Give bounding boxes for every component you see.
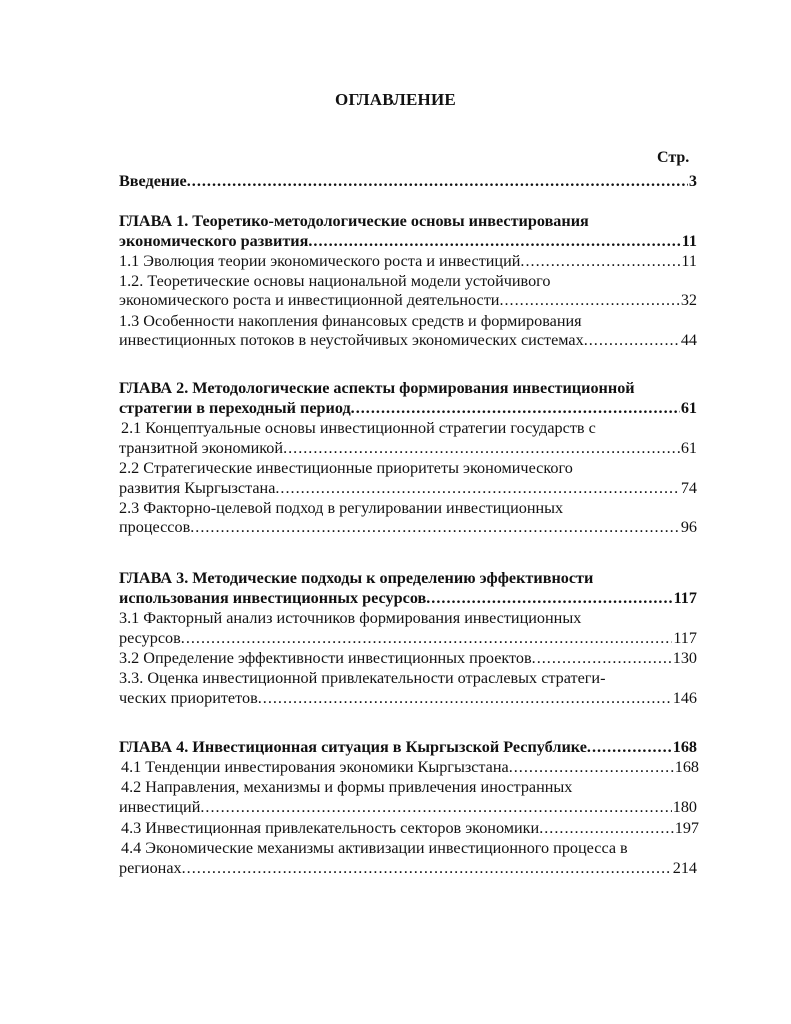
- section-1-3-line-2[interactable]: инвестиционных потоков в неустойчивых экономических системах ..... 44: [119, 330, 697, 351]
- page-number: 74: [680, 479, 697, 497]
- page-number: 61: [680, 399, 697, 417]
- chapter-1-title-line-1[interactable]: ГЛАВА 1. Теоретико-методологические основы инвестирования: [119, 212, 589, 230]
- page-column-label: Стр.: [657, 149, 690, 166]
- leader-dots: [539, 818, 674, 839]
- section-1-3-line-1[interactable]: 1.3 Особенности накопления финансовых средств и формирования: [119, 312, 582, 330]
- page-number: 197: [674, 819, 699, 837]
- page-number: 117: [673, 589, 697, 607]
- section-3-3-line-2[interactable]: ческих приоритетов ..... 146: [119, 688, 697, 709]
- page-number: 11: [681, 252, 697, 270]
- page-number: 146: [672, 689, 697, 707]
- section-2-1-line-1[interactable]: 2.1 Концептуальные основы инвестиционной стратегии государств с: [121, 419, 596, 437]
- leader-dots: [181, 628, 673, 649]
- leader-dots: [308, 231, 680, 252]
- page-number: 32: [680, 291, 697, 309]
- chapter-1-title-line-2[interactable]: экономического развития ..... 11: [119, 231, 697, 252]
- section-4-2-line-2[interactable]: инвестиций ..... 180: [119, 797, 697, 818]
- toc-entry-intro[interactable]: [119, 171, 697, 192]
- page-title: ОГЛАВЛЕНИЕ: [335, 90, 456, 109]
- section-1-2-line-2[interactable]: экономического роста и инвестиционной деятельности ..... 32: [119, 290, 697, 311]
- chapter-3-title-line-1[interactable]: ГЛАВА 3. Методические подходы к определению эффективности: [119, 569, 594, 587]
- leader-dots: [520, 251, 680, 272]
- section-4-3[interactable]: 4.3 Инвестиционная привлекательность секторов экономики ..... 197: [121, 818, 699, 839]
- chapter-4-title[interactable]: ГЛАВА 4. Инвестиционная ситуация в Кыргызской Республике ..... 168: [119, 737, 697, 758]
- section-2-3-line-2[interactable]: процессов ..... 96: [119, 517, 697, 538]
- section-3-2[interactable]: 3.2 Определение эффективности инвестиционных проектов ..... 130: [119, 648, 697, 669]
- page-number: 117: [673, 629, 697, 647]
- page-number: 130: [672, 649, 697, 667]
- section-3-3-line-1[interactable]: 3.3. Оценка инвестиционной привлекательности отраслевых стратеги-: [119, 669, 606, 687]
- chapter-2-title-line-2[interactable]: стратегии в переходный период ..... 61: [119, 398, 697, 419]
- leader-dots: [509, 757, 674, 778]
- section-2-3-line-1[interactable]: 2.3 Факторно-целевой подход в регулировании инвестиционных: [119, 499, 564, 517]
- section-2-1-line-2[interactable]: транзитной экономикой ..... 61: [119, 438, 697, 459]
- page-number: 3: [688, 172, 697, 190]
- section-1-1[interactable]: 1.1 Эволюция теории экономического роста и инвестиций ..... 11: [119, 251, 697, 272]
- section-4-1[interactable]: 4.1 Тенденции инвестирования экономики Кыргызстана ..... 168: [121, 757, 699, 778]
- section-2-2-line-1[interactable]: 2.2 Стратегические инвестиционные приоритеты экономического: [119, 459, 573, 477]
- section-4-4-line-2[interactable]: регионах ..... 214: [119, 858, 697, 879]
- leader-dots: [351, 398, 680, 419]
- toc-entry-text: Введение: [119, 172, 187, 190]
- page-number: 214: [672, 859, 697, 877]
- leader-dots: [275, 478, 679, 499]
- leader-dots: [190, 517, 680, 538]
- page-number: 44: [680, 331, 697, 349]
- page-number: 61: [680, 439, 697, 457]
- section-4-4-line-1[interactable]: 4.4 Экономические механизмы активизации инвестиционного процесса в: [121, 839, 628, 857]
- page-number: 96: [680, 518, 697, 536]
- leader-dots: [283, 438, 680, 459]
- page-number: 168: [672, 738, 697, 756]
- leader-dots: [426, 588, 672, 609]
- chapter-2-title-line-1[interactable]: ГЛАВА 2. Методологические аспекты формирования инвестиционной: [119, 379, 635, 397]
- leader-dots: [532, 648, 672, 669]
- leader-dots: [587, 737, 672, 758]
- section-2-2-line-2[interactable]: развития Кыргызстана ..... 74: [119, 478, 697, 499]
- leader-dots: [584, 330, 680, 351]
- leader-dots: [258, 688, 672, 709]
- page-number: 168: [674, 758, 699, 776]
- section-1-2-line-1[interactable]: 1.2. Теоретические основы национальной модели устойчивого: [119, 272, 551, 290]
- page-number: 11: [681, 232, 697, 250]
- leader-dots: [499, 290, 679, 311]
- section-4-2-line-1[interactable]: 4.2 Направления, механизмы и формы привлечения иностранных: [121, 778, 573, 796]
- leader-dots: [182, 858, 672, 879]
- section-3-1-line-1[interactable]: 3.1 Факторный анализ источников формирования инвестиционных: [119, 609, 582, 627]
- leader-dots: [200, 797, 671, 818]
- page-number: 180: [672, 798, 697, 816]
- leader-dots: [187, 171, 688, 192]
- chapter-3-title-line-2[interactable]: использования инвестиционных ресурсов ..... 117: [119, 588, 697, 609]
- section-3-1-line-2[interactable]: ресурсов ..... 117: [119, 628, 697, 649]
